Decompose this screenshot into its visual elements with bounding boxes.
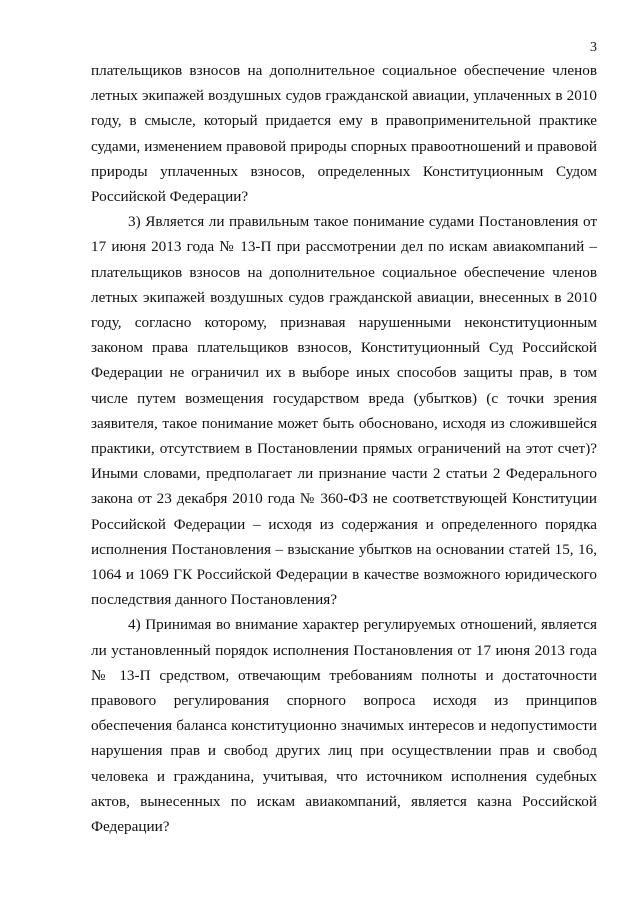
paragraph-question-3: 3) Является ли правильным такое понимание судами Постановления от 17 июня 2013 года № 13-П при рассмотрении дел по искам авиакомпаний – плательщиков взносов на дополнительное социальное обеспечение членов летных экипажей воздушных судов гражданской авиации, внесенных в 2010 году, согласно которому, признавая нарушенными неконституционным законом права плательщиков взносов, Конституционный Суд Российской Федерации не ограничил их в выборе иных способов защиты прав, в том числе путем возмещения государством вреда (убытков) (с точки зрения заявителя, такое понимание может быть обосновано, исходя из сложившейся практики, отсутствием в Постановлении прямых ограничений на этот счет)? Иными словами, предполагает ли признание части 2 статьи 2 Федерального закона от 23 декабря 2010 года № 360-ФЗ не соответствующей Конституции Российской Федерации – исходя из содержания и определенного порядка исполнения Постановления – взыскание убытков на основании статей 15, 16, 1064 и 1069 ГК Российской Федерации в качестве возможного юридического последствия данного Постановления? [91,213,597,609]
page-number: 3 [590,40,597,55]
document-body [91,58,597,839]
paragraph-continuation: плательщиков взносов на дополнительное социальное обеспечение членов летных экипажей воздушных судов гражданской авиации, уплаченных в 2010 году, в смысле, который придается ему в правоприменительной практике судами, изменением правовой природы спорных правоотношений и правовой природы уплаченных взносов, определенных Конституционным Судом Российской Федерации? [91,62,597,206]
paragraph-question-4: 4) Принимая во внимание характер регулируемых отношений, является ли установленный порядок исполнения Постановления от 17 июня 2013 года № 13-П средством, отвечающим требованиям полноты и достаточности правового регулирования спорного вопроса исходя из принципов обеспечения баланса конституционно значимых интересов и недопустимости нарушения прав и свобод других лиц при осуществлении прав и свобод человека и гражданина, учитывая, что источником исполнения судебных актов, вынесенных по искам авиакомпаний, является казна Российской Федерации? [91,616,597,836]
